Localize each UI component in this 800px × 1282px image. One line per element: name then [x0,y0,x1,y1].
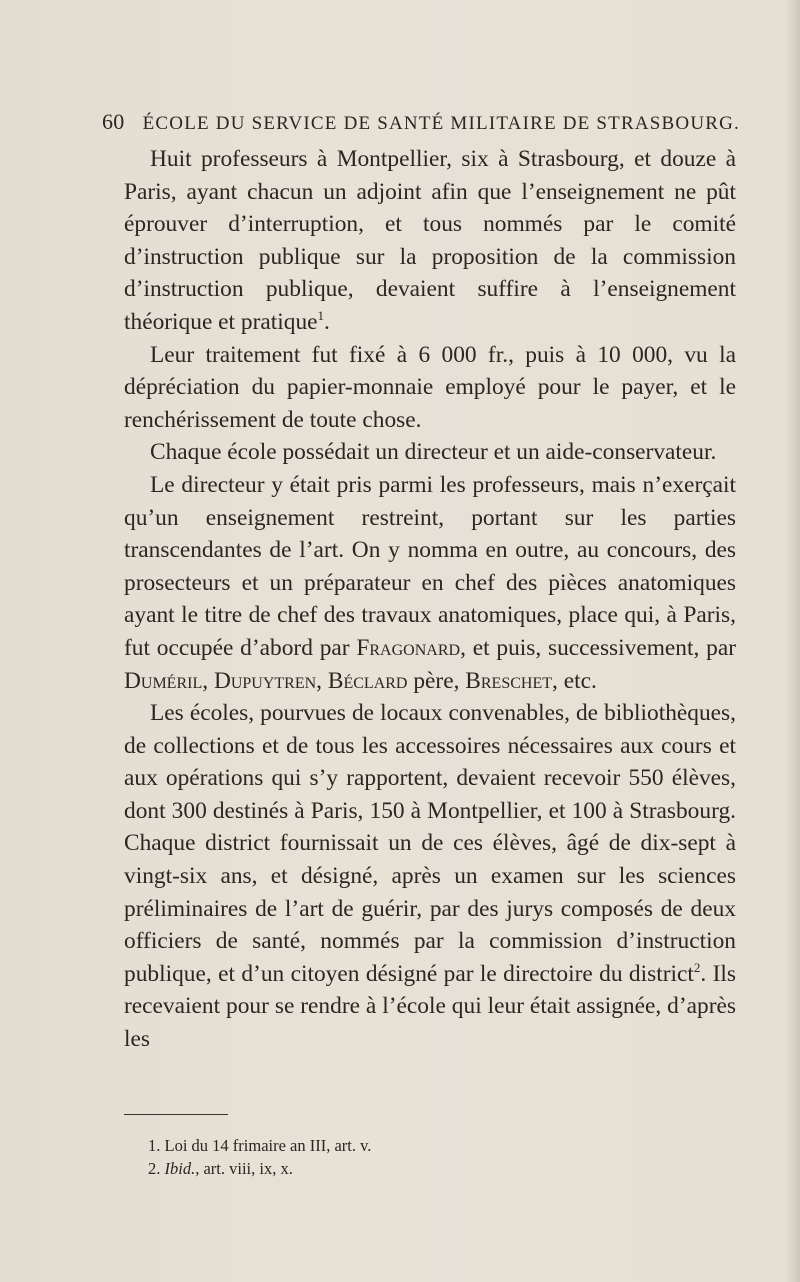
footnote-1-marker: 1. [148,1136,161,1155]
name-fragonard: Fragonard [356,634,461,661]
paragraph-1-text: Huit professeurs à Montpellier, six à Strasbourg, et douze à Paris, ayant chacun un adjoint afin que l’enseignement ne pût éprouver d’interruption, et tous nommés par le comité d’instruction publique sur la proposition de la commission d’instruction publique, devaient suffire à l’enseignement théorique et pratique [124,146,736,335]
footnote-2-ibid: Ibid. [164,1159,196,1178]
paragraph-1 [124,143,736,339]
paragraph-4-text-b: , et puis, successivement, par [460,634,736,661]
body-text [124,143,736,1056]
name-beclard: Béclard [327,667,408,694]
paragraph-4-text-e: père, [407,667,466,694]
paragraph-5-end: . Ils recevaient pour se rendre à l’école qui leur était assignée, d’après les [124,960,736,1053]
footnote-2-text: , art. viii, ix, x. [195,1159,293,1178]
paragraph-4 [124,469,736,697]
paragraph-4-text-c: , [202,667,214,694]
paragraph-4-text-f: , etc. [552,667,597,694]
footnote-1 [148,1134,708,1157]
footnote-1-text: Loi du 14 frimaire an III, art. v. [164,1136,372,1155]
running-title: ÉCOLE DU SERVICE DE SANTÉ MILITAIRE DE STRASBOURG. [142,113,740,134]
footnote-rule [124,1114,228,1115]
running-header [102,109,740,135]
paragraph-3: Chaque école possédait un directeur et un aide-conservateur. [150,439,717,466]
paragraph-5 [124,697,736,1056]
name-breschet: Breschet [465,667,552,694]
footnote-ref-1: 1 [317,307,325,323]
paragraph-1-end: . [324,308,330,335]
page-number: 60 [102,109,125,134]
footnote-ref-2: 2 [693,959,701,975]
paragraph-4-text-d: , [316,667,328,694]
paragraph-5-text: Les écoles, pourvues de locaux convenables, de bibliothèques, de collections et de tous les accessoires nécessaires aux cours et aux opérations qui s’y rapportent, devaient recevoir 550 élèves, dont 300 destinés à Paris, 150 à Montpellier, et 100 à Strasbourg. Chaque district fournissait un de ces élèves, âgé de dix-sept à vingt-six ans, et désigné, après un examen sur les sciences préliminaires de l’art de guérir, par des jurys composés de deux officiers de santé, nommés par la commission d’instruction publique, et d’un citoyen désigné par le directoire du district [124,700,736,987]
name-dupuytren: Dupuytren [213,667,317,694]
footnote-2 [148,1157,708,1180]
paragraph-4-text-a: Le directeur y était pris parmi les professeurs, mais n’exerçait qu’un enseignement restreint, portant sur les parties transcendantes de l’art. On y nomma en outre, au concours, des prosecteurs et un préparateur en chef des pièces anatomiques ayant le titre de chef des travaux anatomiques, place qui, à Paris, fut occupée d’abord par [124,471,736,661]
footnotes [148,1134,708,1180]
name-dumeril: Duméril [124,667,203,694]
paragraph-2: Leur traitement fut fixé à 6 000 fr., puis à 10 000, vu la dépréciation du papier-monnaie employé pour le payer, et le renchérissement de toute chose. [124,341,736,433]
footnote-2-marker: 2. [148,1159,161,1178]
page-edge-shadow [786,0,800,1282]
